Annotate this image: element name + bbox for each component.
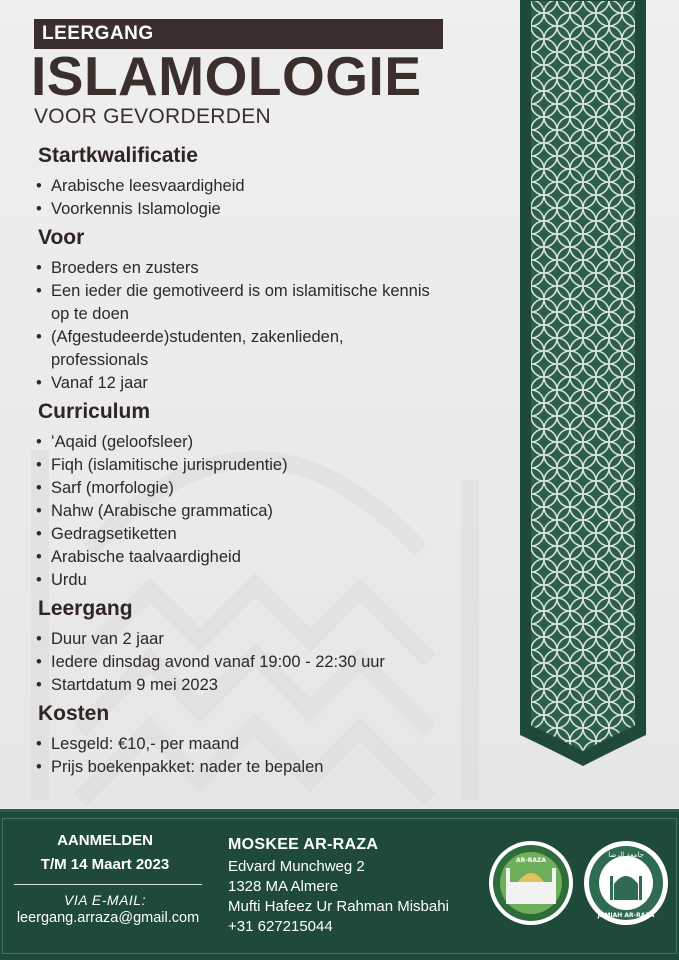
section-heading: Kosten xyxy=(38,702,110,725)
phone-number[interactable]: +31 627215044 xyxy=(228,918,333,935)
list-item: • Fiqh (islamitische jurisprudentie) xyxy=(36,454,476,477)
list-item: • Urdu xyxy=(36,569,476,592)
list-item: • ʻAqaid (geloofsleer) xyxy=(36,431,476,454)
list-item: • Iedere dinsdag avond vanaf 19:00 - 22:30 uur xyxy=(36,651,476,674)
section-heading: Curriculum xyxy=(38,400,151,423)
section-heading: Startkwalificatie xyxy=(38,144,198,167)
register-title: AANMELDEN xyxy=(57,832,153,849)
list-item: • Duur van 2 jaar xyxy=(36,628,476,651)
address-city: 1328 MA Almere xyxy=(228,878,339,895)
item-list xyxy=(36,257,476,395)
list-item: • Gedragsetiketten xyxy=(36,523,476,546)
item-list xyxy=(36,733,476,779)
email-link[interactable]: leergang.arraza@gmail.com xyxy=(16,910,200,926)
contact-name: Mufti Hafeez Ur Rahman Misbahi xyxy=(228,898,449,915)
list-item: • Startdatum 9 mei 2023 xyxy=(36,674,476,697)
item-list xyxy=(36,431,476,592)
svg-text:جامعة الرضا: جامعة الرضا xyxy=(608,851,644,859)
list-item: • Broeders en zusters xyxy=(36,257,476,280)
course-details xyxy=(36,140,476,784)
list-item: • Voorkennis Islamologie xyxy=(36,198,476,221)
section-leergang xyxy=(36,597,476,697)
address-street: Edvard Munchweg 2 xyxy=(228,858,365,875)
list-item: • Een ieder die gemotiveerd is om islamitische kennis op te doen xyxy=(36,280,436,326)
header-top-label: LEERGANG xyxy=(34,19,443,49)
svg-text:AR-RAZA: AR-RAZA xyxy=(515,857,547,864)
page-subtitle: VOOR GEVORDERDEN xyxy=(34,105,271,128)
mosque-name: MOSKEE AR-RAZA xyxy=(228,836,379,853)
list-item: • Prijs boekenpakket: nader te bepalen xyxy=(36,756,476,779)
list-item: • Nahw (Arabische grammatica) xyxy=(36,500,476,523)
list-item: • Arabische taalvaardigheid xyxy=(36,546,476,569)
list-item: • Arabische leesvaardigheid xyxy=(36,175,476,198)
list-item: • (Afgestudeerde)studenten, zakenlieden, professionals xyxy=(36,326,416,372)
item-list xyxy=(36,175,476,221)
jamiah-ar-raza-logo xyxy=(583,840,669,926)
register-deadline: T/M 14 Maart 2023 xyxy=(40,856,170,873)
section-heading: Voor xyxy=(38,226,85,249)
list-item: • Lesgeld: €10,- per maand xyxy=(36,733,476,756)
section-startkwalificatie xyxy=(36,144,476,221)
section-curriculum xyxy=(36,400,476,592)
email-label: VIA E-MAIL: xyxy=(63,892,146,908)
divider xyxy=(14,884,202,885)
ar-raza-mosque-logo xyxy=(488,840,574,926)
svg-text:JAMIAH AR-RAZA: JAMIAH AR-RAZA xyxy=(597,912,655,919)
page-title: ISLAMOLOGIE xyxy=(31,45,422,107)
list-item: • Vanaf 12 jaar xyxy=(36,372,476,395)
item-list xyxy=(36,628,476,697)
list-item: • Sarf (morfologie) xyxy=(36,477,476,500)
geometric-pattern-ribbon xyxy=(518,0,648,770)
section-voor xyxy=(36,226,476,395)
section-heading: Leergang xyxy=(38,597,133,620)
section-kosten xyxy=(36,702,476,779)
